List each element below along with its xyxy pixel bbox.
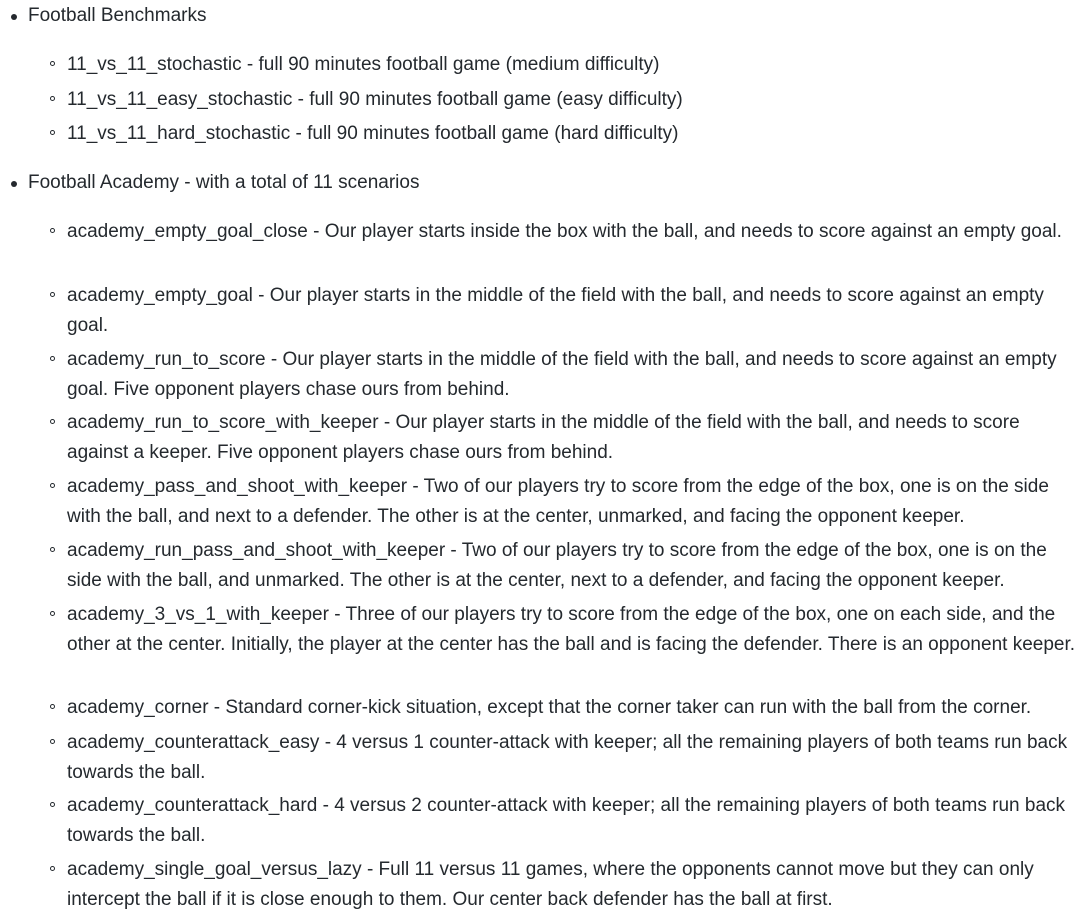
list-item-text: academy_counterattack_hard - 4 versus 2 counter-attack with keeper; all the remaining players of both teams run back towards the ball.: [67, 795, 1066, 846]
bullet-circle-icon: [50, 483, 55, 488]
list-item: [67, 855, 1077, 914]
bullet-disc-icon: [11, 181, 17, 187]
list-item: [67, 217, 1077, 247]
list-item-text: academy_corner - Standard corner-kick situation, except that the corner taker can run with the ball from the corner.: [67, 697, 1032, 718]
academy-heading: Football Academy - with a total of 11 scenarios: [28, 172, 420, 193]
bullet-circle-icon: [50, 130, 55, 135]
list-item-text: 11_vs_11_hard_stochastic - full 90 minutes football game (hard difficulty): [67, 123, 679, 144]
list-item: [67, 408, 1077, 467]
bullet-circle-icon: [50, 61, 55, 66]
list-item: [67, 50, 1077, 80]
list-item: [67, 345, 1077, 404]
bullet-circle-icon: [50, 419, 55, 424]
list-item: [67, 85, 1077, 115]
list-item-text: academy_run_to_score_with_keeper - Our player starts in the middle of the field with the ball, and needs to score against a keeper. Five opponent players chase ours from behind.: [67, 412, 1020, 463]
list-item-text: academy_3_vs_1_with_keeper - Three of our players try to score from the edge of the box, one on each side, and the other at the center. Initially, the player at the center has the ball and is facing the defender. There is an opponent keeper.: [67, 604, 1076, 655]
bullet-circle-icon: [50, 866, 55, 871]
list-item-text: academy_single_goal_versus_lazy - Full 11 versus 11 games, where the opponents cannot move but they can only intercept the ball if it is close enough to them. Our center back defender has the ball at first.: [67, 859, 1034, 910]
list-item-text: academy_counterattack_easy - 4 versus 1 counter-attack with keeper; all the remaining players of both teams run back towards the ball.: [67, 732, 1068, 783]
bullet-circle-icon: [50, 611, 55, 616]
bullet-circle-icon: [50, 704, 55, 709]
list-item: [67, 472, 1077, 531]
list-item: [67, 281, 1077, 340]
bullet-circle-icon: [50, 292, 55, 297]
list-item: [67, 600, 1077, 659]
bullet-circle-icon: [50, 739, 55, 744]
bullet-circle-icon: [50, 228, 55, 233]
list-item: [67, 536, 1077, 595]
benchmarks-heading: Football Benchmarks: [28, 5, 207, 26]
list-item-text: 11_vs_11_stochastic - full 90 minutes football game (medium difficulty): [67, 54, 660, 75]
list-item-text: academy_empty_goal_close - Our player starts inside the box with the ball, and needs to score against an empty goal.: [67, 221, 1062, 242]
list-item-text: academy_empty_goal - Our player starts in the middle of the field with the ball, and needs to score against an empty goal.: [67, 285, 1044, 336]
list-item: [67, 119, 1077, 149]
list-item-text: academy_run_pass_and_shoot_with_keeper - Two of our players try to score from the edge of the box, one is on the side with the ball, and unmarked. The other is at the center, next to a defender, and facing the opponent keeper.: [67, 540, 1047, 591]
bullet-circle-icon: [50, 802, 55, 807]
list-item: [67, 728, 1077, 787]
list-item-text: 11_vs_11_easy_stochastic - full 90 minutes football game (easy difficulty): [67, 89, 683, 110]
bullet-circle-icon: [50, 96, 55, 101]
bullet-circle-icon: [50, 547, 55, 552]
list-item: [67, 791, 1077, 850]
list-item-text: academy_pass_and_shoot_with_keeper - Two of our players try to score from the edge of the box, one is on the side with the ball, and next to a defender. The other is at the center, unmarked, and facing the opponent keeper.: [67, 476, 1049, 527]
list-item-text: academy_run_to_score - Our player starts in the middle of the field with the ball, and needs to score against an empty goal. Five opponent players chase ours from behind.: [67, 349, 1057, 400]
bullet-disc-icon: [11, 14, 17, 20]
list-item: [67, 693, 1077, 723]
bullet-circle-icon: [50, 356, 55, 361]
